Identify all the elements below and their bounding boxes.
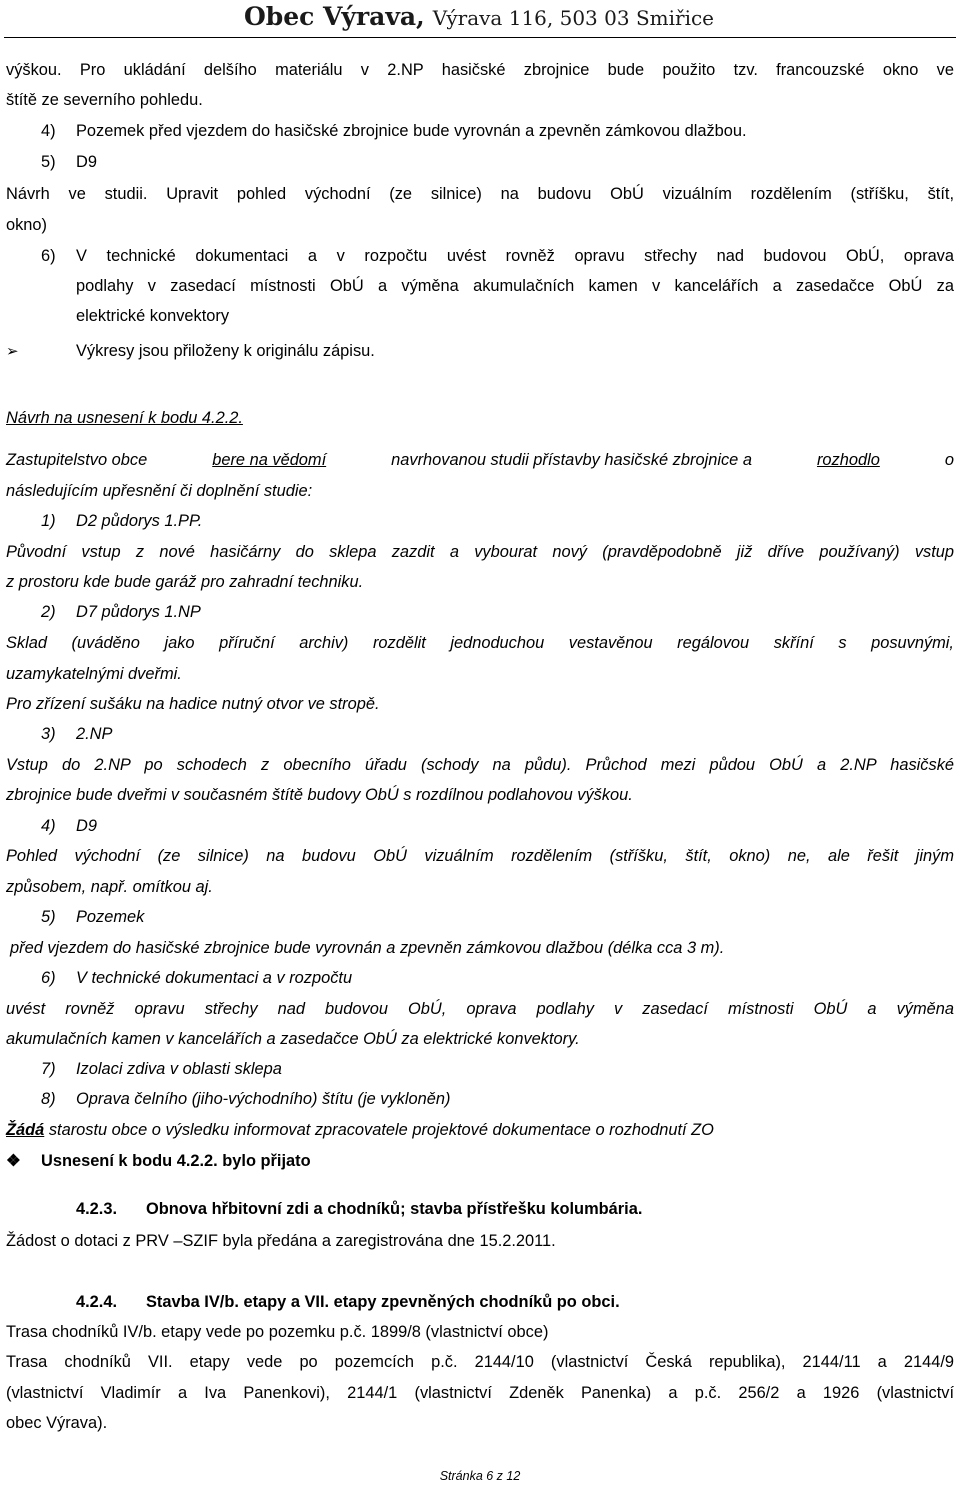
list-item <box>6 966 352 990</box>
text-line: Trasa chodníků IV/b. etapy vede po pozemku p.č. 1899/8 (vlastnictví obce) <box>6 1323 549 1341</box>
text-line: Trasa chodníků VII. etapy vede po pozemcích p.č. 2144/10 (vlastnictví Česká republika), 2144/11 a 2144/9 <box>6 1353 954 1371</box>
text-line: Návrh ve studii. Upravit pohled východní (ze silnice) na budovu ObÚ vizuálním rozdělením (stříšku, štít, <box>6 185 954 203</box>
list-text: D7 půdorys 1.NP <box>76 603 201 621</box>
bullet-text: Výkresy jsou přiloženy k originálu zápisu. <box>76 342 375 360</box>
list-item <box>6 814 97 838</box>
section-number: 4.2.3. <box>76 1200 118 1218</box>
list-number: 3) <box>41 725 56 743</box>
page-number: Stránka 6 z 12 <box>439 1469 521 1483</box>
list-text: D2 půdorys 1.PP. <box>76 512 203 530</box>
list-item <box>6 905 144 929</box>
diamond-bullet-icon: ❖ <box>6 1152 21 1170</box>
text-fragment-underlined: bere na vědomí <box>212 451 327 469</box>
text-line: Sklad (uváděno jako příruční archiv) rozdělit jednoduchou vestavěnou regálovou skříní s posuvnými, <box>6 634 954 652</box>
page-header <box>244 0 714 34</box>
list-item <box>6 150 97 174</box>
list-item <box>6 244 954 268</box>
list-number: 1) <box>41 512 56 530</box>
section-number: 4.2.4. <box>76 1293 118 1311</box>
text-fragment: Zastupitelstvo obce <box>6 451 148 469</box>
text-line: uzamykatelnými dveřmi. <box>6 665 182 683</box>
list-text: V technické dokumentaci a v rozpočtu <box>76 969 353 987</box>
list-text: Oprava čelního (jiho-východního) štítu (je vykloněn) <box>76 1090 451 1108</box>
list-number: 5) <box>41 153 56 171</box>
text-fragment-underlined: rozhodlo <box>816 451 880 469</box>
text-line: před vjezdem do hasičské zbrojnice bude vyrovnán a zpevněn zámkovou dlažbou (délka cca 3 m). <box>10 939 725 957</box>
text-line: výškou. Pro ukládání delšího materiálu v 2.NP hasičské zbrojnice bude použito tzv. francouzské okno ve <box>6 61 954 79</box>
text-line: z prostoru kde bude garáž pro zahradní techniku. <box>6 573 364 591</box>
request-text: starostu obce o výsledku informovat zpracovatele projektové dokumentace o rozhodnutí ZO <box>48 1121 714 1139</box>
list-number: 2) <box>41 603 56 621</box>
list-text: D9 <box>76 153 97 171</box>
list-item <box>6 600 201 624</box>
list-number: 4) <box>41 817 56 835</box>
list-number: 4) <box>41 122 56 140</box>
text-line: akumulačních kamen v kancelářích a zasedačce ObÚ za elektrické konvektory. <box>6 1030 580 1048</box>
list-item <box>6 1087 450 1111</box>
list-item <box>6 509 202 533</box>
text-line: obec Výrava). <box>6 1414 108 1432</box>
bullet-item <box>6 339 375 364</box>
text-line: Žádost o dotaci z PRV –SZIF byla předána a zaregistrována dne 15.2.2011. <box>6 1232 556 1250</box>
request-line <box>6 1118 714 1142</box>
text-line: Vstup do 2.NP po schodech z obecního úřadu (schody na půdu). Průchod mezi půdou ObÚ a 2.NP hasičské <box>6 756 954 774</box>
list-text: D9 <box>76 817 97 835</box>
list-item <box>6 722 112 746</box>
list-number: 7) <box>41 1060 56 1078</box>
header-divider <box>4 37 956 38</box>
section-title: Návrh na usnesení k bodu 4.2.2. <box>6 409 243 427</box>
list-text: V technické dokumentaci a v rozpočtu uvést rovněž opravu střechy nad budovou ObÚ, oprava <box>76 247 954 265</box>
text-line: Pro zřízení sušáku na hadice nutný otvor ve stropě. <box>6 695 380 713</box>
list-number: 5) <box>41 908 56 926</box>
section-heading <box>76 1290 620 1314</box>
header-org: Obec Výrava, <box>243 2 425 31</box>
text-fragment: navrhovanou studii přístavby hasičské zbrojnice a <box>391 451 752 469</box>
resolution-line <box>6 448 954 472</box>
text-line: způsobem, např. omítkou aj. <box>6 878 213 896</box>
list-number: 8) <box>41 1090 56 1108</box>
list-text: Izolaci zdiva v oblasti sklepa <box>76 1060 282 1078</box>
section-heading <box>76 1197 642 1221</box>
text-line: elektrické konvektory <box>76 307 230 325</box>
arrow-bullet-icon: ➢ <box>6 343 19 360</box>
text-line: (vlastnictví Vladimír a Iva Panenkovi), 2144/1 (vlastnictví Zdeněk Panenka) a p.č. 256/2 a 1926 (vlastnictví <box>6 1384 954 1402</box>
header-address: Výrava 116, 503 03 Smiřice <box>432 6 714 30</box>
list-item <box>6 119 747 143</box>
request-verb: Žádá <box>6 1121 45 1139</box>
text-line: okno) <box>6 216 48 234</box>
text-fragment: o <box>944 451 954 469</box>
list-number: 6) <box>41 969 56 987</box>
list-text: 2.NP <box>76 725 113 743</box>
section-title-text: Stavba IV/b. etapy a VII. etapy zpevněných chodníků po obci. <box>146 1293 620 1311</box>
text-line: Pohled východní (ze silnice) na budovu ObÚ vizuálním rozdělením (stříšku, štít, okno) ne, ale řešit jiným <box>6 847 954 865</box>
text-line: zbrojnice bude dveřmi v současném štítě budovy ObÚ s rozdílnou podlahovou výškou. <box>6 786 633 804</box>
text-line: následujícím upřesnění či doplnění studie: <box>6 482 313 500</box>
list-text: Pozemek <box>76 908 145 926</box>
text-line: štítě ze severního pohledu. <box>6 91 203 109</box>
text-line: podlahy v zasedací místnosti ObÚ a výměna akumulačních kamen v kancelářích a zasedačce ObÚ za <box>76 277 954 295</box>
text-line: Původní vstup z nové hasičárny do sklepa zazdit a vybourat nový (pravděpodobně již dříve používaný) vstup <box>6 543 954 561</box>
list-text: Pozemek před vjezdem do hasičské zbrojnice bude vyrovnán a zpevněn zámkovou dlažbou. <box>76 122 747 140</box>
list-number: 6) <box>41 247 56 265</box>
resolution-result-text: Usnesení k bodu 4.2.2. bylo přijato <box>41 1152 311 1170</box>
resolution-result <box>6 1149 311 1173</box>
section-title-text: Obnova hřbitovní zdi a chodníků; stavba přístřešku kolumbária. <box>146 1200 643 1218</box>
list-item <box>6 1057 282 1081</box>
text-line: uvést rovněž opravu střechy nad budovou ObÚ, oprava podlahy v zasedací místnosti ObÚ a výměna <box>6 1000 954 1018</box>
